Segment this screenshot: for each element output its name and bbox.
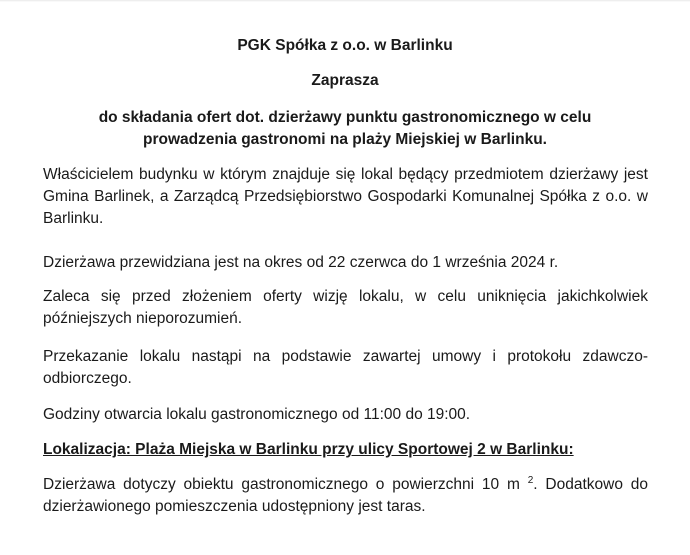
opening-hours-paragraph: Godziny otwarcia lokalu gastronomicznego od 11:00 do 19:00. [43, 406, 471, 423]
subject-line-1: do składania ofert dot. dzierżawy punktu gastronomicznego w celu [98, 109, 592, 126]
subject-line-2: prowadzenia gastronomi na plaży Miejskiej w Barlinku. [143, 131, 547, 148]
handover-paragraph: Przekazanie lokalu nastąpi na podstawie zawartej umowy i protokołu zdawczo-odbiorczego. [43, 348, 648, 387]
area-text-start: Dzierżawa dotyczy obiektu gastronomicznego o powierzchni 10 m [43, 476, 528, 493]
lease-period-paragraph: Dzierżawa przewidziana jest na okres od 22 czerwca do 1 września 2024 r. [43, 254, 559, 271]
inspection-paragraph: Zaleca się przed złożeniem oferty wizję lokalu, w celu uniknięcia jakichkolwiek późniejszych nieporozumień. [43, 288, 648, 327]
invitation-heading: Zaprasza [311, 72, 379, 89]
subject-heading [0, 107, 690, 151]
area-paragraph [43, 474, 648, 518]
organization-title: PGK Spółka z o.o. w Barlinku [237, 37, 453, 54]
area-superscript: 2 [527, 474, 534, 486]
area-text-end: . Dodatkowo do dzierżawionego pomieszczenia udostępniony jest taras. [43, 476, 648, 515]
location-heading: Lokalizacja: Plaża Miejska w Barlinku przy ulicy Sportowej 2 w Barlinku: [43, 441, 574, 458]
owner-paragraph: Właścicielem budynku w którym znajduje się lokal będący przedmiotem dzierżawy jest Gmina Barlinek, a Zarządcą Przedsiębiorstwo Gospodarki Komunalnej Spółka z o.o. w Barlinku. [43, 166, 648, 227]
